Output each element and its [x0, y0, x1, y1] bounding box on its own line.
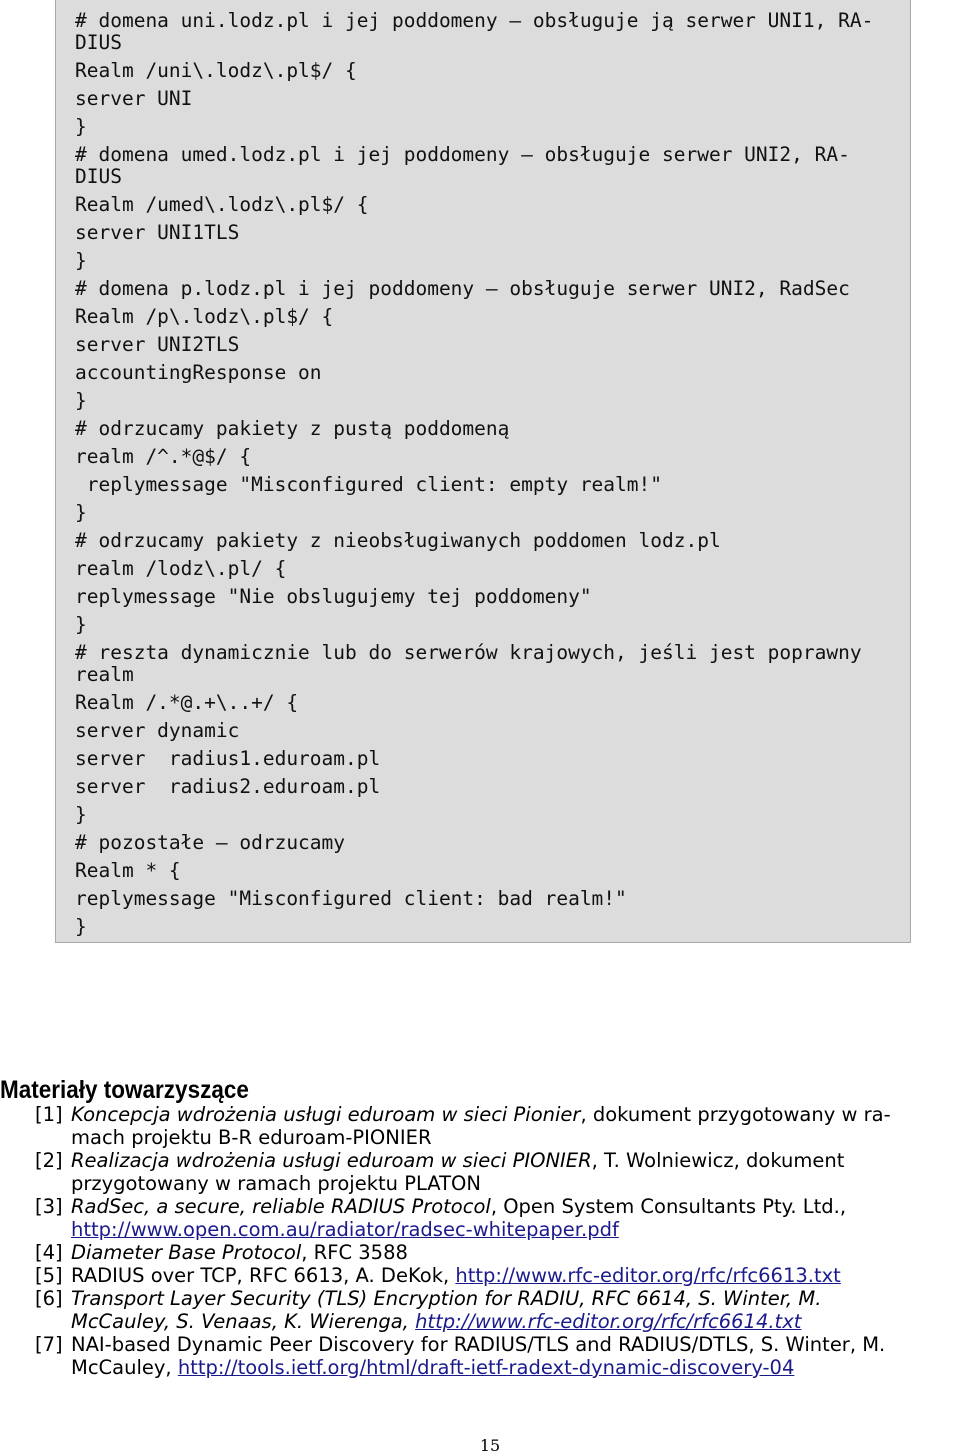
code-line: replymessage "Misconfigured client: bad realm!": [75, 887, 627, 910]
code-line: # pozostałe – odrzucamy: [75, 831, 346, 854]
code-line: realm /lodz\.pl/ {: [75, 557, 287, 580]
reference-text: RADIUS over TCP, RFC 6613, A. DeKok,: [71, 1264, 456, 1287]
reference-text: RadSec, a secure, reliable RADIUS Protocol: [71, 1195, 491, 1218]
reference-text: Transport Layer Security (TLS) Encryption for RADIU, RFC 6614, S. Winter, M.: [71, 1287, 822, 1310]
code-line: server UNI1TLS: [75, 221, 240, 244]
reference-line: [71, 1219, 619, 1241]
code-line: }: [75, 389, 87, 412]
reference-line: [71, 1357, 794, 1379]
code-line: replymessage "Nie obslugujemy tej poddomeny": [75, 585, 592, 608]
code-line: accountingResponse on: [75, 361, 322, 384]
reference-number: [5]: [35, 1264, 63, 1287]
reference-text: McCauley, S. Venaas, K. Wierenga,: [71, 1310, 416, 1333]
reference-line: [71, 1242, 408, 1264]
code-line: server UNI2TLS: [75, 333, 240, 356]
reference-line: [71, 1311, 801, 1333]
code-line: Realm /uni\.lodz\.pl$/ {: [75, 59, 357, 82]
reference-number: [3]: [35, 1195, 63, 1218]
code-line: }: [75, 915, 87, 938]
code-line: server radius1.eduroam.pl: [75, 747, 381, 770]
code-line: server UNI: [75, 87, 193, 110]
code-line: Realm /umed\.lodz\.pl$/ {: [75, 193, 369, 216]
code-line: DIUS: [75, 31, 122, 54]
reference-link[interactable]: http://www.open.com.au/radiator/radsec-whitepaper.pdf: [71, 1218, 619, 1241]
page-number: 15: [479, 1436, 501, 1455]
reference-text: Realizacja wdrożenia usługi eduroam w sieci PIONIER: [71, 1149, 592, 1172]
code-line: Realm /p\.lodz\.pl$/ {: [75, 305, 334, 328]
reference-line: [71, 1288, 821, 1310]
code-line: realm: [75, 663, 134, 686]
code-line: # reszta dynamicznie lub do serwerów krajowych, jeśli jest poprawny: [75, 641, 862, 664]
reference-text: , RFC 3588: [301, 1241, 408, 1264]
code-line: Realm * {: [75, 859, 181, 882]
reference-text: mach projektu B-R eduroam-PIONIER: [71, 1126, 432, 1149]
code-line: }: [75, 803, 87, 826]
code-line: Realm /.*@.+\..+/ {: [75, 691, 299, 714]
reference-text: McCauley,: [71, 1356, 178, 1379]
reference-link[interactable]: http://www.rfc-editor.org/rfc/rfc6614.txt: [415, 1310, 802, 1333]
reference-line: [71, 1265, 841, 1287]
code-line: }: [75, 115, 87, 138]
reference-line: [71, 1196, 846, 1218]
reference-line: [71, 1127, 432, 1149]
reference-line: [71, 1334, 885, 1356]
reference-number: [4]: [35, 1241, 63, 1264]
reference-text: przygotowany w ramach projektu PLATON: [71, 1172, 481, 1195]
reference-link[interactable]: http://tools.ietf.org/html/draft-ietf-radext-dynamic-discovery-04: [177, 1356, 795, 1379]
reference-link[interactable]: http://www.rfc-editor.org/rfc/rfc6613.txt: [455, 1264, 841, 1287]
code-line: # odrzucamy pakiety z pustą poddomeną: [75, 417, 510, 440]
code-line: DIUS: [75, 165, 122, 188]
code-line: # domena uni.lodz.pl i jej poddomeny – obsługuje ją serwer UNI1, RA-: [75, 9, 874, 32]
reference-number: [7]: [35, 1333, 63, 1356]
reference-line: [71, 1104, 891, 1126]
code-line: server dynamic: [75, 719, 240, 742]
reference-text: NAI-based Dynamic Peer Discovery for RADIUS/TLS and RADIUS/DTLS, S. Winter, M.: [71, 1333, 886, 1356]
code-line: # odrzucamy pakiety z nieobsługiwanych poddomen lodz.pl: [75, 529, 721, 552]
section-title: Materiały towarzyszące: [0, 1076, 249, 1104]
config-code-block: [55, 0, 911, 943]
reference-line: [71, 1173, 481, 1195]
code-line: }: [75, 249, 87, 272]
reference-number: [1]: [35, 1103, 63, 1126]
code-line: server radius2.eduroam.pl: [75, 775, 381, 798]
reference-text: , dokument przygotowany w ra-: [580, 1103, 891, 1126]
reference-text: Diameter Base Protocol: [71, 1241, 302, 1264]
reference-number: [2]: [35, 1149, 63, 1172]
code-line: realm /^.*@$/ {: [75, 445, 252, 468]
reference-line: [71, 1150, 844, 1172]
code-line: replymessage "Misconfigured client: empty realm!": [75, 473, 662, 496]
reference-text: , Open System Consultants Pty. Ltd.,: [490, 1195, 847, 1218]
code-line: # domena p.lodz.pl i jej poddomeny – obsługuje serwer UNI2, RadSec: [75, 277, 850, 300]
reference-text: , T. Wolniewicz, dokument: [591, 1149, 845, 1172]
code-line: # domena umed.lodz.pl i jej poddomeny – obsługuje serwer UNI2, RA-: [75, 143, 850, 166]
reference-number: [6]: [35, 1287, 63, 1310]
code-line: }: [75, 501, 87, 524]
reference-text: Koncepcja wdrożenia usługi eduroam w sieci Pionier: [71, 1103, 581, 1126]
code-line: }: [75, 613, 87, 636]
